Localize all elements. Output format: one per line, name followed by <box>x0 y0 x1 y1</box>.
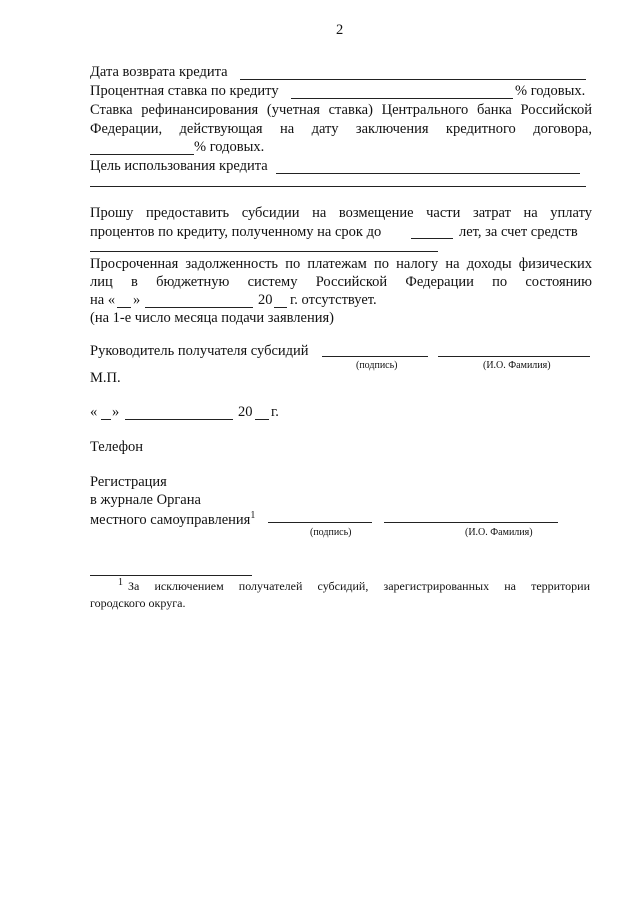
footnote-separator <box>90 575 252 576</box>
debt-year-prefix: 20 <box>258 292 273 308</box>
debt-line-3-open: на « <box>90 292 116 308</box>
interest-rate-suffix: % годовых. <box>515 83 586 99</box>
footnote-mark: 1 <box>118 577 123 588</box>
debt-line-4: (на 1-е число месяца подачи заявления) <box>90 310 334 326</box>
funds-source-field[interactable] <box>90 251 438 252</box>
refinancing-line-1: Ставка рефинансирования (учетная ставка) Центрального банка Российской <box>90 102 592 118</box>
registration-name-field[interactable] <box>384 522 558 523</box>
interest-rate-label: Процентная ставка по кредиту <box>90 83 279 99</box>
head-signature-caption: (подпись) <box>356 360 398 371</box>
registration-line-1: Регистрация <box>90 474 167 490</box>
date-year-field[interactable] <box>255 419 269 420</box>
date-open: « <box>90 404 98 420</box>
footnote-line-2: городского округа. <box>90 596 186 610</box>
stamp-label: М.П. <box>90 370 121 386</box>
footnote-ref: 1 <box>250 510 256 521</box>
date-month-field[interactable] <box>125 419 233 420</box>
debt-year-field[interactable] <box>274 307 287 308</box>
registration-name-caption: (И.О. Фамилия) <box>465 527 533 538</box>
purpose-field[interactable] <box>276 173 580 174</box>
registration-signature-field[interactable] <box>268 522 372 523</box>
debt-day-field[interactable] <box>117 307 131 308</box>
debt-line-3-end: г. отсутствует. <box>290 292 377 308</box>
page-number: 2 <box>336 22 344 38</box>
date-close: » <box>112 404 120 420</box>
request-line-1: Прошу предоставить субсидии на возмещение части затрат на уплату <box>90 205 592 221</box>
debt-line-3-close: » <box>133 292 141 308</box>
head-label: Руководитель получателя субсидий <box>90 343 309 359</box>
footnote-line-1: За исключением получателей субсидий, зарегистрированных на территории <box>128 579 590 593</box>
debt-line-1: Просроченная задолженность по платежам по налогу на доходы физических <box>90 256 592 272</box>
head-name-field[interactable] <box>438 356 590 357</box>
interest-rate-field[interactable] <box>291 98 513 99</box>
head-name-caption: (И.О. Фамилия) <box>483 360 551 371</box>
debt-month-field[interactable] <box>145 307 253 308</box>
debt-line-2: лиц в бюджетную систему Российской Федерации по состоянию <box>90 274 592 290</box>
registration-line-3-text: местного самоуправления <box>90 511 251 528</box>
refinancing-rate-field[interactable] <box>90 154 194 155</box>
purpose-field-continued[interactable] <box>90 186 586 187</box>
request-line-2a: процентов по кредиту, полученному на срок до <box>90 224 382 240</box>
phone-label: Телефон <box>90 439 143 455</box>
date-year-suffix: г. <box>271 404 279 420</box>
return-date-field[interactable] <box>240 79 586 80</box>
return-date-label: Дата возврата кредита <box>90 64 228 80</box>
request-line-2b: лет, за счет средств <box>459 224 578 240</box>
registration-line-2: в журнале Органа <box>90 492 201 508</box>
purpose-label: Цель использования кредита <box>90 158 268 174</box>
registration-signature-caption: (подпись) <box>310 527 352 538</box>
registration-line-3 <box>90 510 255 529</box>
refinancing-line-2: Федерации, действующая на дату заключения кредитного договора, <box>90 121 592 137</box>
head-signature-field[interactable] <box>322 356 428 357</box>
loan-term-field[interactable] <box>411 238 453 239</box>
date-day-field[interactable] <box>101 419 111 420</box>
date-year-prefix: 20 <box>238 404 253 420</box>
refinancing-suffix: % годовых. <box>194 139 265 155</box>
